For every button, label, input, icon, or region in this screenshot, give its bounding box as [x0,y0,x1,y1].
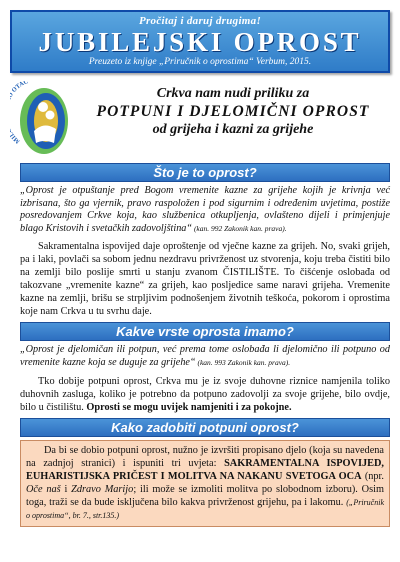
section-title-what-is-indulgence: Što je to oprost? [20,163,390,182]
quote-reference: (kan. 993 Zakonik kan. prava). [195,357,291,367]
conditions-box [20,440,390,528]
conditions-text-3: ; ili može se izmoliti molitva po slobodnom izboru). Osim toga, traži se da bude isključena bilo kakva privrženost grijehu, pa i lakomu. [26,483,384,508]
intro-header [10,81,390,159]
conditions-text-2: (npr. [361,470,384,482]
intro-heading [72,81,390,159]
paragraph-confession: Sakramentalna ispovijed daje oproštenje od vječne kazne za grijeh. No, svaki grijeh, pa i laki, povlači sa sobom jednu nezdravu privrženost uz stvorenja, koju treba čistiti bilo na zemlji bilo poslije smrti u stanju zvanom ČISTILIŠTE. To čišćenje oslobađa od takozvane „vremenite kazne“ za grijeh, kao posljedice same naravi grijeha. Vremenite kazne na zemlji, brišu se strpljivim podnošenjem životnih teškoća, pokorom i oprostima koje nam Crkva u tu svrhu daje. [20,241,390,318]
conditions-bold: SAKRAMENTALNA ISPOVIJED, EUHARISTIJSKA PRIČEST I MOLITVA NA NAKANU SVETOGA OCA [26,457,384,482]
banner-source: Preuzeto iz knjige „Priručnik o oprostima“ Verbum, 2015. [88,57,312,67]
banner-tagline: Pročitaj i daruj drugima! [138,15,262,27]
heading-line-3: od grijeha i kazni za grijehe [152,122,314,137]
section-title-how-to-obtain: Kako zadobiti potpuni oprost? [20,418,390,437]
section-title-types-of-indulgence: Kakve vrste oprosta imamo? [20,322,390,341]
quote-text: „Oprost je otpuštanje pred Bogom vremenite kazne za grijehe kojih je krivnja već izbrisana, što ga vjernik, pravo raspoložen i pod sigurnim i određenim uvjetima, postiže posredovanjem Crkve koja, kao službenica otkupljenja, ovlašteno dijeli i primjenjuje blago Kristovih i svetačkih zadovoljština“ [20,185,390,234]
title-banner [10,10,390,73]
prayer-2: Zdravo Marijo [71,483,134,495]
conditions-and: i [60,483,72,495]
heading-line-2: POTPUNI I DJELOMIČNI OPROST [96,103,370,120]
heading-line-1: Crkva nam nudi priliku za [156,86,310,101]
paragraph-text: Tko dobije potpuni oprost, Crkva mu je iz svoje duhovne riznice namjenila toliko duhovnih zasluga, koliko je potrebno da potpuno zadovolji za svoje grijehe, bilo ovdje, bilo u čistilištu. [20,375,390,413]
conditions-text-1: Da bi se dobio potpuni oprost, nužno je izvršiti propisano djelo (koja su navedena na zadnjoj stranici) i ispuniti tri uvjeta: [26,444,384,469]
quote-reference: (kan. 992 Zakonik kan. prava). [192,223,287,233]
quote-text: „Oprost je djelomičan ili potpun, već prema tome oslobađa li djelomično ili potpuno od vremenite kazne koja se duguje za grijehe“ [20,344,390,368]
paragraph-full-indulgence [20,375,390,414]
prayer-1: Oče naš [26,483,61,495]
logo-text: MI OTAC [10,81,30,145]
paragraph-emphasis: Oprosti se mogu uvijek namjeniti i za pokojne. [86,401,292,413]
banner-title: JUBILEJSKI OPROST [38,27,362,57]
canon-992-quote [20,185,390,235]
jubilee-logo-icon [10,81,72,159]
conditions-reference: („Priručnik o oprostima“, br. 7., str.135.) [26,497,384,521]
canon-993-quote [20,344,390,369]
